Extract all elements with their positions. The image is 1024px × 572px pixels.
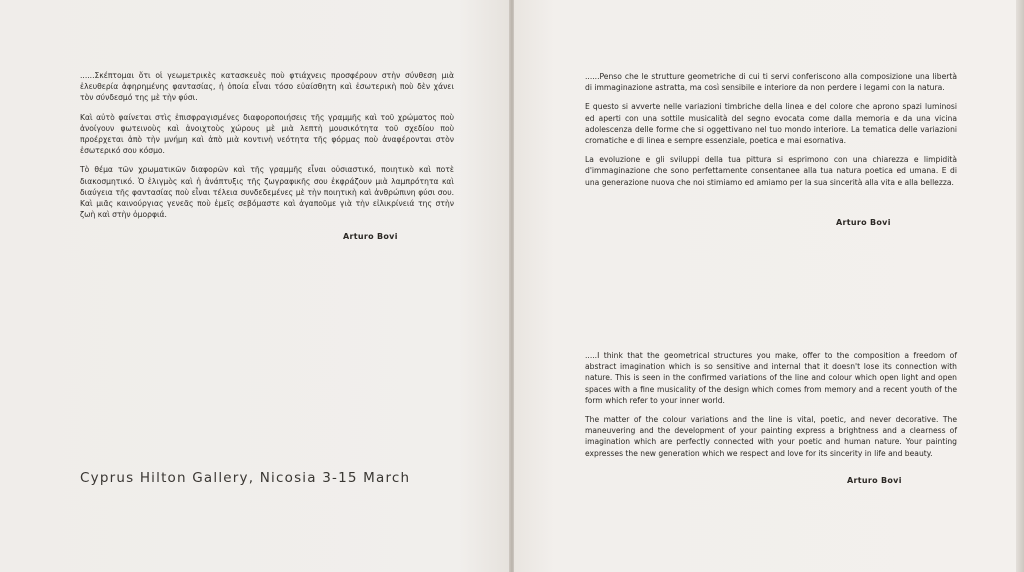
italian-paragraph-2: E questo si avverte nelle variazioni timbriche della linea e del colore che aprono spazi luminosi ed aperti con una sottile musicalità del segno evocata come dalla memoria e da una vicina adolescenza delle forme che si oggettivano nel tuo mondo interiore. La tematica delle variazioni cromatiche e di linea e sempre essenziale, poetica e mai esornativa. bbox=[585, 102, 957, 146]
english-signature: Arturo Bovi bbox=[847, 476, 902, 485]
english-text-block bbox=[585, 350, 957, 467]
italian-paragraph-1: ......Penso che le strutture geometriche di cui ti servi conferiscono alla composizione una libertà di immaginazione astratta, ma così sensibile e interiore da non perdere i legami con la natura. bbox=[585, 72, 957, 93]
right-page bbox=[514, 0, 1016, 572]
left-page bbox=[0, 0, 510, 572]
english-paragraph-1: .....I think that the geometrical structures you make, offer to the composition a freedom of abstract imagination which is so sensitive and internal that it doesn't lose its connection with nature. This is seen in the confirmed variations of the line and colour which open light and open spaces with a fine musicality of the design which comes from memory and a recent youth of the form which refer to your inner world. bbox=[585, 351, 957, 405]
english-paragraph-2: The matter of the colour variations and the line is vital, poetic, and never decorative. The maneuvering and the development of your painting express a brightness and a clearness of imagination which are perfectly connected with your poetic and human nature. Your painting expresses the new generation which we respect and love for its sincerity in life and beauty. bbox=[585, 415, 957, 458]
page-edge bbox=[1016, 0, 1024, 572]
italian-text-block bbox=[585, 71, 957, 196]
greek-paragraph-2: Καὶ αὐτὸ φαίνεται στὶς ἐπισφραγισμένες διαφοροποιήσεις τῆς γραμμῆς καὶ τοῦ χρώματος ποὺ ἀνοίγουν φωτεινοὺς καὶ ἀνοιχτοὺς χώρους μὲ μιὰ λεπτὴ μουσικότητα τοῦ σχεδίου ποὺ προέρχεται ἀπὸ τὴν μνήμη καὶ ἀπὸ μιὰ κοντινὴ νεότητα τῆς φόρμας ποὺ ἀναφέρονται στὸν ἐσωτερικό σου κόσμο. bbox=[80, 112, 454, 156]
greek-paragraph-3: Τὸ θέμα τῶν χρωματικῶν διαφορῶν καὶ τῆς γραμμῆς εἶναι οὐσιαστικό, ποιητικὸ καὶ ποτὲ διακοσμητικό. Ὁ ἑλιγμὸς καὶ ἡ ἀνάπτυξις τῆς ζωγραφικῆς σου ἐκφράζουν μιὰ λαμπρότητα καὶ διαύγεια τῆς φαντασίας ποὺ εἶναι τέλεια συνδεδεμένες μὲ τὴν ποιητικὴ καὶ ἀνθρώπινη φύσι σου. Καὶ μιᾶς καινούργιας γενεᾶς ποὺ ἐμεῖς σεβόμαστε καὶ ἀγαποῦμε γιὰ τὴν εἰλικρίνειά της στὴν ζωὴ καὶ στὴν ὀμορφιά. bbox=[80, 165, 454, 220]
greek-text-block bbox=[80, 70, 454, 228]
gallery-venue-line: Cyprus Hilton Gallery, Nicosia 3-15 March bbox=[80, 470, 411, 486]
italian-paragraph-3: La evoluzione e gli sviluppi della tua pittura si esprimono con una chiarezza e limpidità d'immaginazione che sono perfettamente consentanee alla tua natura poetica ed umana. E di una generazione nuova che noi stimiamo ed amiamo per la sua sincerità alla vita e alla bellezza. bbox=[585, 155, 957, 187]
greek-paragraph-1: ......Σκέπτομαι ὅτι οἱ γεωμετρικὲς κατασκευὲς ποὺ φτιάχνεις προσφέρουν στὴν σύνθεση μιὰ ἐλευθερία ἀφηρημένης φαντασίας, ἡ ὁποία εἶναι τόσο εὐαίσθητη καὶ ἐσωτερικὴ ποὺ δὲν χάνει τὸν σύνδεσμό της μὲ τὴν φύσι. bbox=[80, 71, 454, 103]
italian-signature: Arturo Bovi bbox=[836, 218, 891, 227]
greek-signature: Arturo Bovi bbox=[343, 232, 398, 241]
